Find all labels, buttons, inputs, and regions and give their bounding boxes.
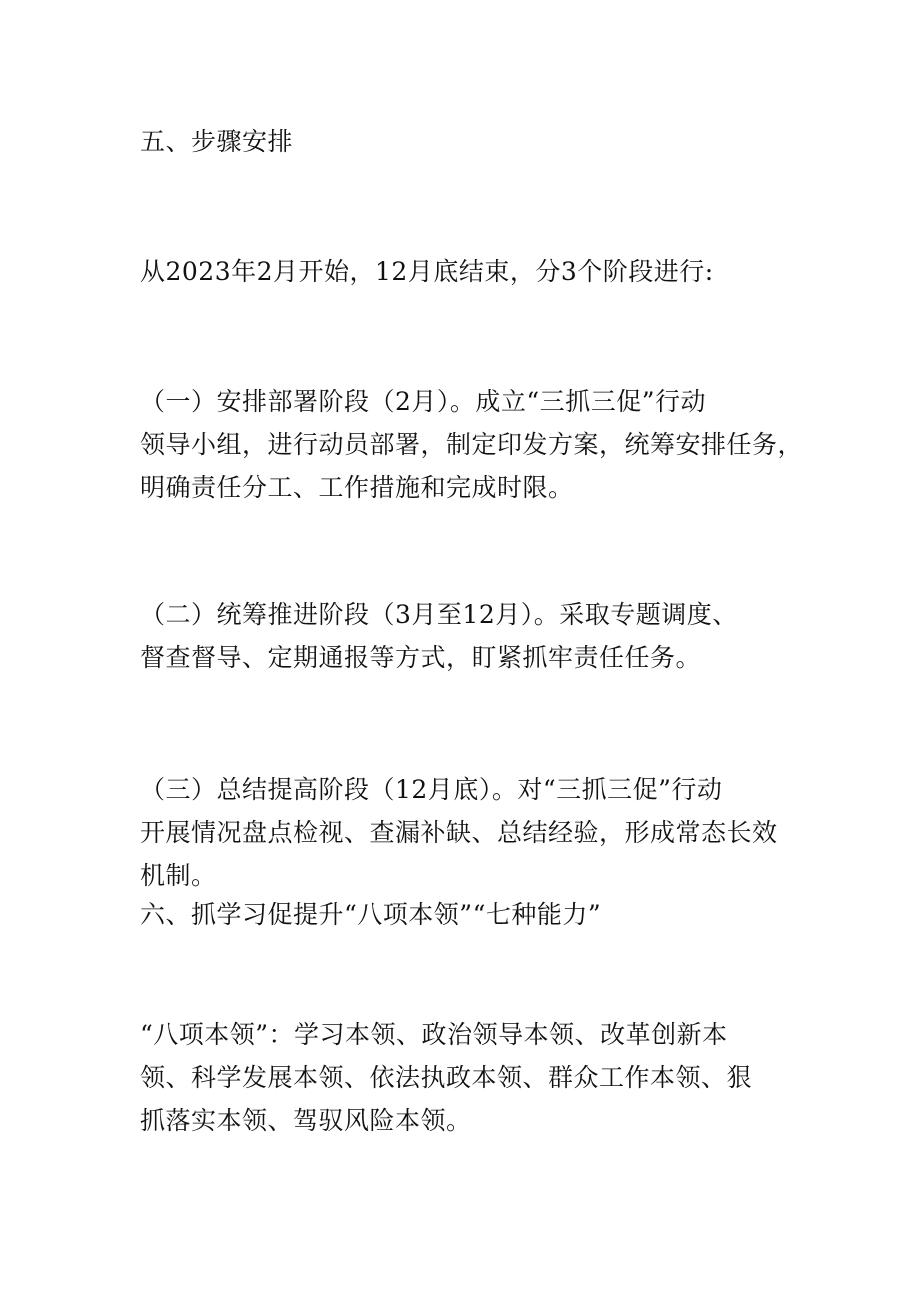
stage-2-paragraph <box>140 593 790 679</box>
stage-3-line: （三）总结提高阶段（12月底）。对“三抓三促”行动 <box>140 775 723 804</box>
stage-1-line: （一）安排部署阶段（2月）。成立“三抓三促”行动 <box>140 387 706 416</box>
eight-skills-line: 抓落实本领、驾驭风险本领。 <box>140 1106 472 1135</box>
stage-2-line: 督查督导、定期通报等方式，盯紧抓牢责任任务。 <box>140 643 702 672</box>
section-heading-steps: 五、步骤安排 <box>140 127 294 156</box>
intro-paragraph: 从2023年2月开始，12月底结束，分3个阶段进行: <box>140 257 714 286</box>
stage-1-line: 明确责任分工、工作措施和完成时限。 <box>140 473 574 502</box>
stage-2-line: （二）统筹推进阶段（3月至12月）。采取专题调度、 <box>140 600 738 629</box>
eight-skills-line: 领、科学发展本领、依法执政本领、群众工作本领、狠 <box>140 1063 753 1092</box>
stage-1-paragraph <box>140 380 804 509</box>
stage-1-line: 领导小组，进行动员部署，制定印发方案，统筹安排任务， <box>140 430 804 459</box>
stage-3-line: 开展情况盘点检视、查漏补缺、总结经验，形成常态长效 <box>140 818 778 847</box>
section-heading-learning: 六、抓学习促提升“八项本领”“七种能力” <box>140 900 602 929</box>
stage-3-line: 机制。 <box>140 861 217 890</box>
eight-skills-paragraph <box>140 1013 790 1142</box>
stage-3-paragraph <box>140 768 790 897</box>
eight-skills-line: “八项本领”：学习本领、政治领导本领、改革创新本 <box>140 1020 728 1049</box>
